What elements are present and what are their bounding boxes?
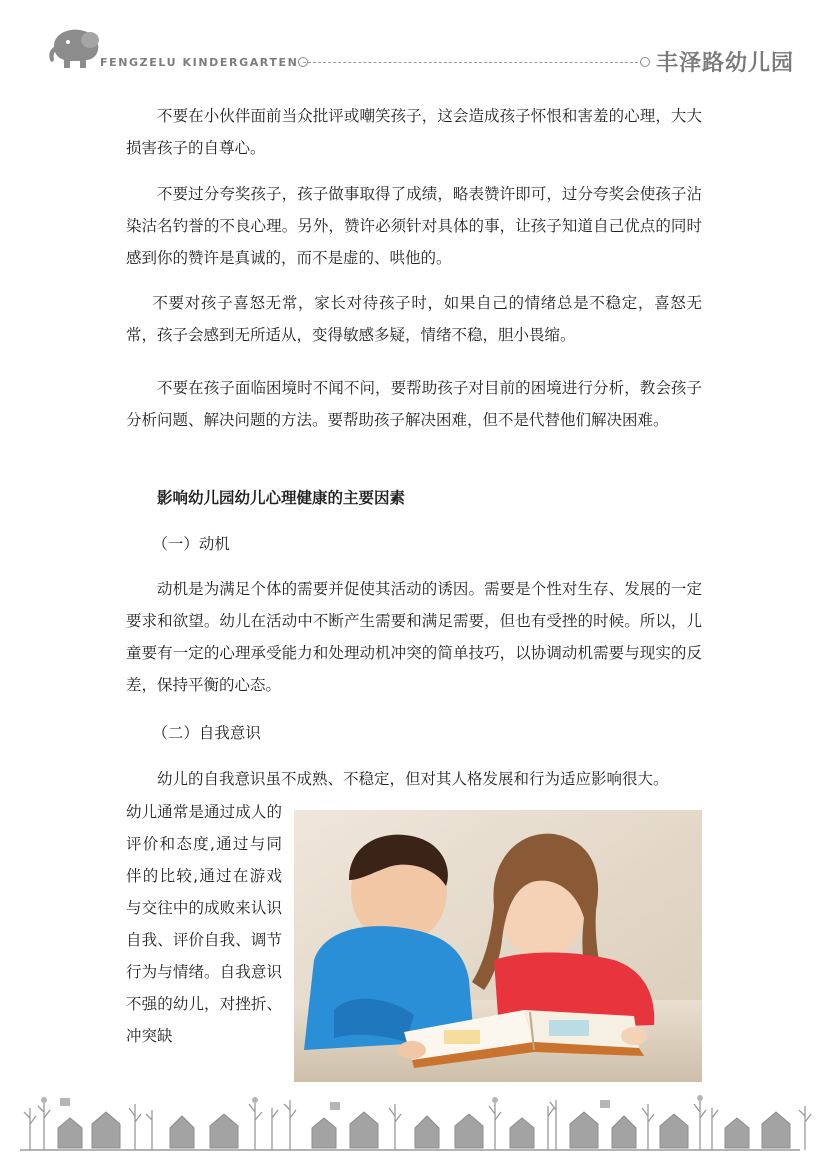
brand-chinese-name: 丰泽路幼儿园 — [656, 51, 795, 76]
paragraph: 不要过分夸奖孩子，孩子做事取得了成绩，略表赞许即可，过分夸奖会使孩子沾染沽名钓誉的不良心理。另外，赞许必须针对具体的事，让孩子知道自己优点的同时感到你的赞许是真诚的，而不是虚的、哄他的。 — [126, 185, 702, 267]
subsection-title: （二）自我意识 — [152, 724, 261, 742]
paragraph: 动机是为满足个体的需要并促使其活动的诱因。需要是个性对生存、发展的一定要求和欲望。幼儿在活动中不断产生需要和满足需要，但也有受挫的时候。所以，儿童要有一定的心理承受能力和处理动机冲突的简单技巧，以协调动机需要与现实的反差，保持平衡的心态。 — [126, 580, 702, 694]
page-header — [0, 0, 827, 90]
children-reading-photo — [294, 810, 702, 1082]
paragraph: 不要在小伙伴面前当众批评或嘲笑孩子，这会造成孩子怀恨和害羞的心理，大大损害孩子的自尊心。 — [126, 107, 702, 157]
paragraph-beside-photo: 幼儿通常是通过成人的评价和态度,通过与同伴的比较,通过在游戏与交往中的成败来认识自我、评价自我、调节行为与情绪。自我意识不强的幼儿，对挫折、冲突缺 — [126, 803, 282, 1045]
children-reading-illustration — [294, 810, 702, 1082]
elephant-logo-icon — [46, 26, 106, 72]
section-heading: 影响幼儿园幼儿心理健康的主要因素 — [157, 489, 406, 507]
brand-english-name: FENGZELU KINDERGARTEN — [100, 56, 299, 69]
trees-and-houses-icon — [0, 1088, 827, 1170]
paragraph: 不要对孩子喜怒无常，家长对待孩子时，如果自己的情绪总是不稳定，喜怒无常，孩子会感到无所适从，变得敏感多疑，情绪不稳，胆小畏缩。 — [126, 294, 702, 344]
header-dashed-divider — [303, 62, 643, 63]
decorative-footer-border — [0, 1088, 827, 1170]
paragraph: 幼儿的自我意识虽不成熟、不稳定，但对其人格发展和行为适应影响很大。 — [157, 770, 669, 788]
subsection-title: （一）动机 — [152, 535, 230, 553]
divider-dot-icon — [640, 57, 650, 67]
paragraph: 不要在孩子面临困境时不闻不问，要帮助孩子对目前的困境进行分析，教会孩子分析问题、解决问题的方法。要帮助孩子解决困难，但不是代替他们解决困难。 — [126, 379, 702, 429]
